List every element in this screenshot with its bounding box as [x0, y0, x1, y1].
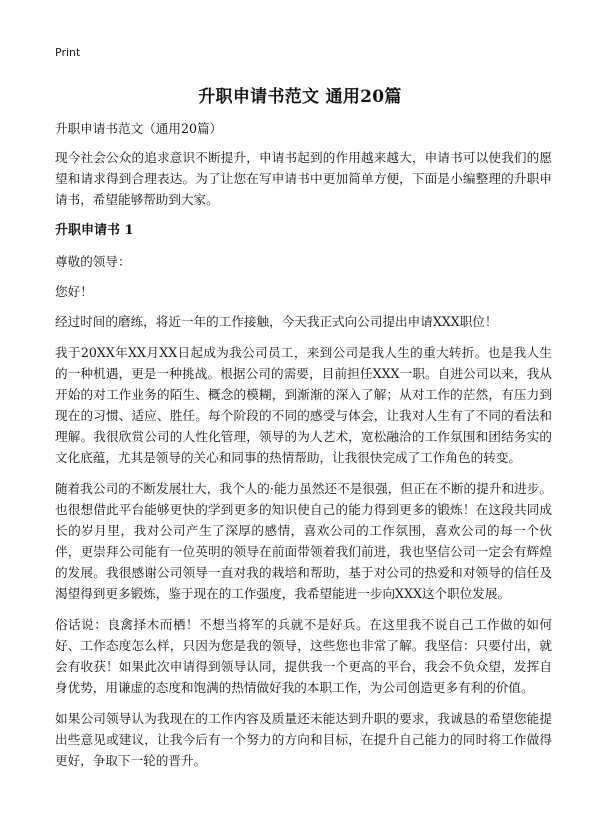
body-paragraph-3: 随着我公司的不断发展壮大，我个人的·能力虽然还不是很强，但正在不断的提升和进步。也很想借此平台能够更快的学到更多的知识使自己的能力得到更多的锻炼！在这段共同成长的岁月里，我对公司产生了深厚的感情，喜欢公司的工作氛围，喜欢公司的每一个伙伴，更崇拜公司能有一位英明的领导在前面带领着我们前进，我也坚信公司一定会有辉煌的发展。我很感谢公司领导一直对我的栽培和帮助，基于对公司的热爱和对领导的信任及渴望得到更多锻炼，鉴于现在的工作强度，我希望能进一步向XXX这个职位发展。 — [55, 481, 552, 601]
greeting: 您好！ — [55, 284, 93, 299]
document-body — [55, 118, 552, 781]
body-paragraph-4: 俗话说：良禽择木而栖！不想当将军的兵就不是好兵。在这里我不说自己工作做的如何好、工作态度怎么样，只因为您是我的领导，这些您也非常了解。我坚信：只要付出，就会有收获！如果此次申请得到领导认同，提供我一个更高的平台，我会不负众望，发挥自身优势，用谦虚的态度和饱满的热情做好我的本职工作，为公司创造更多有利的价值。 — [55, 617, 552, 695]
document-subtitle: 升职申请书范文（通用20篇） — [55, 121, 223, 136]
print-link[interactable]: Print — [55, 46, 81, 59]
document-title: 升职申请书范文 通用20篇 — [198, 87, 402, 107]
salutation: 尊敬的领导： — [55, 254, 131, 269]
intro-paragraph: 现今社会公众的追求意识不断提升，申请书起到的作用越来越大，申请书可以使我们的愿望和请求得到合理表达。为了让您在写申请书中更加简单方便，下面是小编整理的升职申请书，希望能够帮助到大家。 — [55, 150, 552, 207]
body-paragraph-5: 如果公司领导认为我现在的工作内容及质量还未能达到升职的要求，我诚恳的希望您能提出些意见或建议，让我今后有一个努力的方向和目标，在提升自己能力的同时将工作做得更好，争取下一轮的晋升。 — [55, 711, 552, 768]
section-heading: 升职申请书 1 — [55, 223, 134, 238]
body-paragraph-1: 经过时间的磨练，将近一年的工作接触，今天我正式向公司提出申请XXX职位！ — [55, 314, 498, 329]
body-paragraph-2: 我于20XX年XX月XX日起成为我公司员工，来到公司是我人生的重大转折。也是我人生的一种机遇，更是一种挑战。根据公司的需要，目前担任XXX一职。自进公司以来，我从开始的对工作业务的陌生、概念的模糊，到渐渐的深入了解；从对工作的茫然，有压力到现在的习惯、适应、胜任。每个阶段的不同的感受与体会，让我对人生有了不同的看法和理解。我很欣赏公司的人性化管理，领导的为人艺术，宽松融洽的工作氛围和团结务实的文化底蕴，尤其是领导的关心和同事的热情帮助，让我很快完成了工作角色的转变。 — [55, 345, 552, 465]
